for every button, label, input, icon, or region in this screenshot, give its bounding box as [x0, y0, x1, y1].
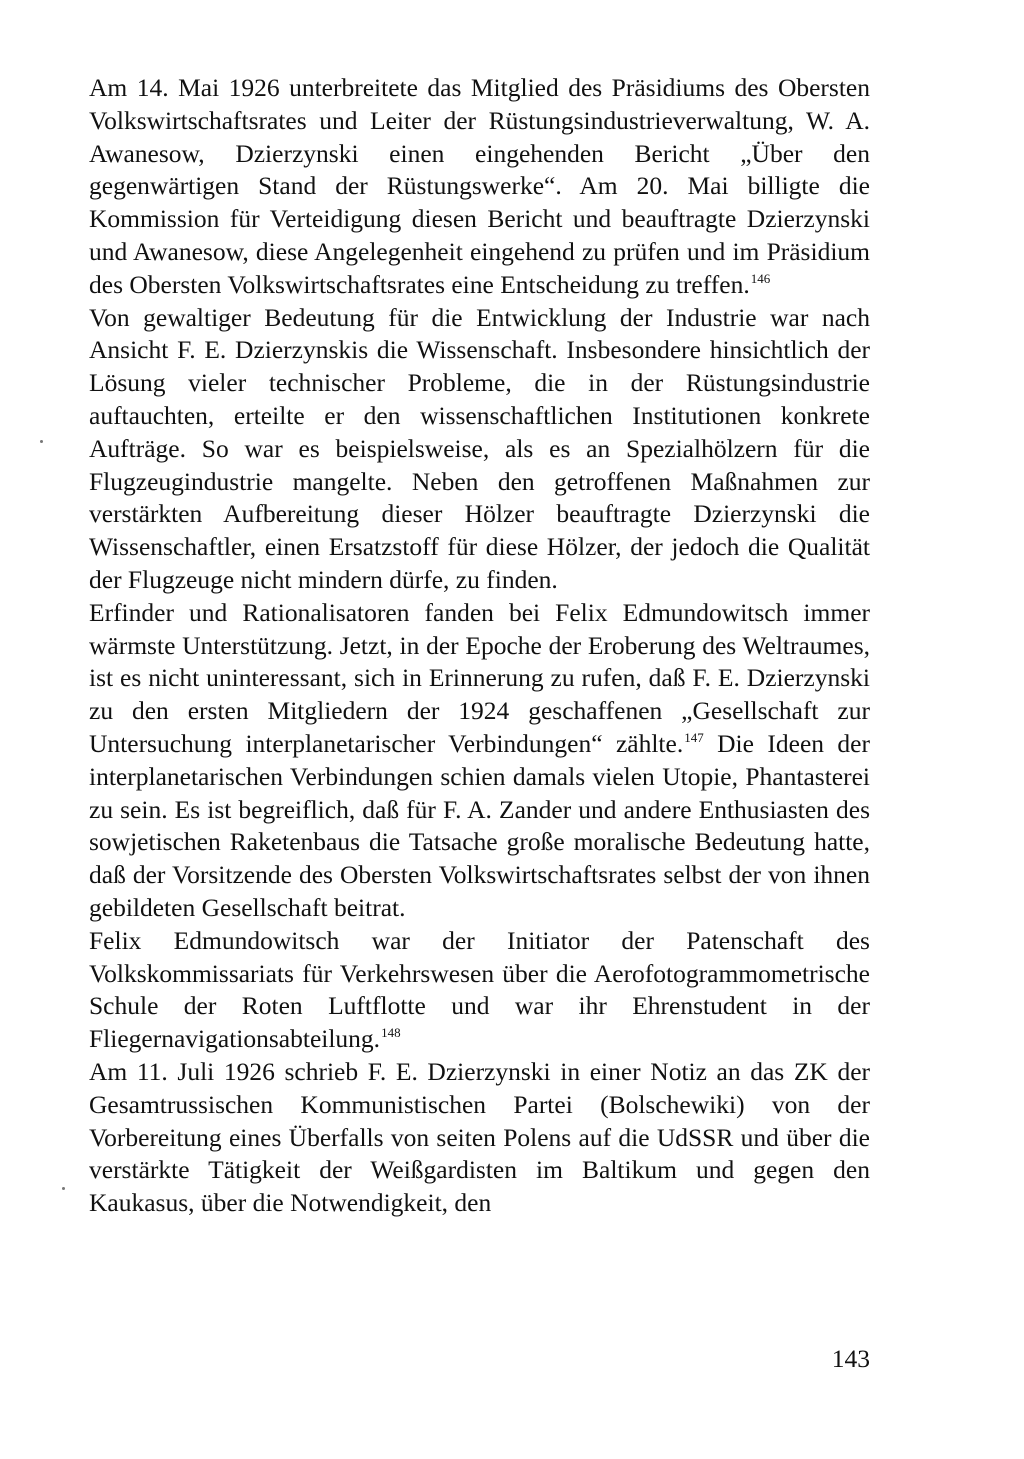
- paragraph-5: [89, 1056, 870, 1220]
- paragraph-5-text: Am 11. Juli 1926 schrieb F. E. Dzierzynski in einer Notiz an das ZK der Gesamtrussischen Kommunistischen Partei (Bolschewiki) von der Vorbereitung eines Überfalls von seiten Polens auf die UdSSR und über die verstärkte Tätigkeit der Weißgardisten im Baltikum und gegen den Kaukasus, über die Notwendigkeit, den: [89, 1056, 870, 1218]
- paragraph-2-text: Von gewaltiger Bedeutung für die Entwicklung der Industrie war nach Ansicht F. E. Dzierzynskis die Wissenschaft. Insbesondere hinsichtlich der Lösung vieler technischer Probleme, die in der Rüstungsindustrie auftauchten, erteilte er den wissenschaftlichen Institutionen konkrete Aufträge. So war es beispielsweise, als es an Spezialhölzern für die Flugzeugindustrie mangelte. Neben den getroffenen Maßnahmen zur verstärkten Aufbereitung dieser Hölzer beauftragte Dzierzynski die Wissenschaftler, einen Ersatzstoff für diese Hölzer, der jedoch die Qualität der Flugzeuge nicht mindern dürfe, zu finden.: [89, 302, 870, 594]
- paragraph-1-text: Am 14. Mai 1926 unterbreitete das Mitglied des Präsidiums des Obersten Volkswirtschaftsrates und Leiter der Rüstungsindustrieverwaltung, W. A. Awanesow, Dzierzynski einen eingehenden Bericht „Über den gegenwärtigen Stand der Rüstungswerke“. Am 20. Mai billigte die Kommission für Verteidigung diesen Bericht und beauftragte Dzierzynski und Awanesow, diese Angelegenheit eingehend zu prüfen und im Präsidium des Obersten Volkswirtschaftsrates eine Entscheidung zu treffen.: [89, 73, 870, 299]
- page-body: [89, 72, 870, 1220]
- paragraph-2: [89, 302, 870, 597]
- paragraph-4: [89, 925, 870, 1056]
- scan-speck: [62, 1187, 65, 1190]
- scan-speck: [40, 440, 43, 443]
- paragraph-3-text-after: Die Ideen der interplanetarischen Verbindungen schien damals vielen Utopie, Phantasterei zu sein. Es ist begreiflich, daß für F. A. Zander und andere Enthusiasten des sowjetischen Raketenbaus die Tatsache große moralische Bedeutung hatte, daß der Vorsitzende des Obersten Volkswirtschaftsrates selbst der von ihnen gebildeten Gesellschaft beitrat.: [89, 728, 870, 922]
- paragraph-1: [89, 72, 870, 302]
- footnote-marker-147: 147: [684, 729, 704, 745]
- page-number: 143: [831, 1344, 870, 1373]
- paragraph-3: [89, 597, 870, 925]
- paragraph-4-text: Felix Edmundowitsch war der Initiator der Patenschaft des Volkskommissariats für Verkehrswesen über die Aerofotogrammometrische Schule der Roten Luftflotte und war ihr Ehrenstudent in der Fliegernavigationsabteilung.: [89, 925, 870, 1054]
- footnote-marker-148: 148: [381, 1025, 401, 1041]
- paragraph-3-text-before: Erfinder und Rationalisatoren fanden bei Felix Edmundowitsch immer wärmste Unterstützung. Jetzt, in der Epoche der Eroberung des Weltraumes, ist es nicht uninteressant, sich in Erinnerung zu rufen, daß F. E. Dzierzynski zu den ersten Mitgliedern der 1924 geschaffenen „Gesellschaft zur Untersuchung interplanetarischer Verbindungen“ zählte.: [89, 597, 870, 758]
- footnote-marker-146: 146: [750, 270, 771, 286]
